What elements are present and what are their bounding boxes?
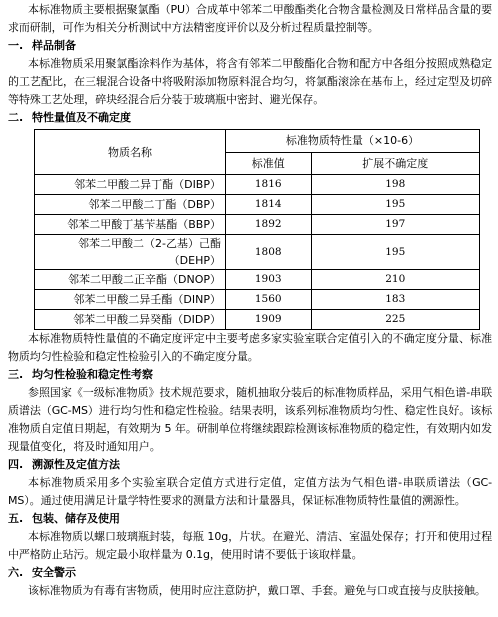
section-1-body: 本标准物质采用聚氯酯涂料作为基体，将含有邻苯二甲酸酯化合物和配方中各组分按照成熟稳定的工艺配比，在三辊混合设备中将吸附添加物原料混合均匀，将氯酯滚涂在基布上，经过定型及切碎等特殊工艺处理，碎块经混合后分装于玻璃瓶中密封、避光保存。 — [8, 57, 492, 106]
section-heading-4 — [8, 456, 492, 474]
uncertainty-cell: 183 — [311, 290, 480, 310]
standard-value-cell: 1808 — [226, 235, 312, 270]
section-number: 五. — [8, 512, 24, 525]
table-row — [35, 310, 480, 330]
section-number: 四. — [8, 458, 24, 471]
section-number: 二. — [8, 111, 24, 124]
standard-value-cell: 1892 — [226, 215, 312, 235]
section-heading-1 — [8, 37, 492, 55]
column-header-name: 物质名称 — [35, 130, 226, 175]
table-row — [35, 290, 480, 310]
standard-value-cell: 1560 — [226, 290, 312, 310]
standard-value-cell: 1909 — [226, 310, 312, 330]
section-heading-2 — [8, 109, 492, 127]
intro-paragraph: 本标准物质主要根据聚氯酯（PU）合成革中邻苯二甲酸酯类化合物含量检测及日常样品含量的要求而研制，可作为相关分析测试中方法精密度评价以及分析过程质量控制等。 — [8, 3, 492, 34]
section-number: 一. — [8, 39, 24, 52]
section-3-body: 参照国家《一级标准物质》技术规范要求，随机抽取分装后的标准物质样品，采用气相色谱-串联质谱法（GC-MS）进行均匀性和稳定性检验。结果表明，该系列标准物质均匀性、稳定性良好。该标准物质自定值日期起，有效期为 5 年。研制单位将继续跟踪检测该标准物质的稳定性，有效期内如发现量值变化，将及时通知用户。 — [8, 386, 492, 453]
section-number: 三. — [8, 368, 24, 381]
table-row — [35, 175, 480, 195]
standard-value-cell: 1903 — [226, 270, 312, 290]
section-6-body: 该标准物质为有毒有害物质，使用时应注意防护，戴口罩、手套。避免与口或直接与皮肤接触。 — [28, 584, 486, 597]
uncertainty-cell: 210 — [311, 270, 480, 290]
table-header-row — [35, 130, 480, 153]
section-heading-3 — [8, 366, 492, 384]
substance-name-cell: 邻苯二甲酸二异丁酯（DIBP） — [35, 175, 226, 195]
column-group-header: 标准物质特性量（×10-6） — [226, 130, 480, 153]
uncertainty-cell: 198 — [311, 175, 480, 195]
substance-name-cell: 邻苯二甲酸二（2-乙基）己酯（DEHP） — [35, 235, 226, 270]
uncertainty-cell: 195 — [311, 195, 480, 215]
uncertainty-cell: 195 — [311, 235, 480, 270]
section-2-note: 本标准物质特性量值的不确定度评定中主要考虑多家实验室联合定值引入的不确定度分量、标准物质均匀性检验和稳定性检验引入的不确定度分量。 — [8, 332, 492, 363]
substance-name-cell: 邻苯二甲酸二异癸酯（DIDP） — [35, 310, 226, 330]
standard-value-cell: 1816 — [226, 175, 312, 195]
column-header-uncertainty: 扩展不确定度 — [311, 152, 480, 175]
substance-name-cell: 邻苯二甲酸二正辛酯（DNOP） — [35, 270, 226, 290]
section-number: 六. — [8, 566, 24, 579]
section-5-body: 本标准物质以螺口玻璃瓶封装，每瓶 10g，片状。在避光、清洁、室温处保存；打开和使用过程中严格防止玷污。规定最小取样量为 0.1g，使用时请不要低于该取样量。 — [8, 530, 492, 561]
table-row — [35, 195, 480, 215]
substance-name-cell: 邻苯二甲酸二丁酯（DBP） — [35, 195, 226, 215]
section-4-body: 本标准物质采用多个实验室联合定值方式进行定值，定值方法为气相色谱-串联质谱法（GC-MS）。通过使用满足计量学特性要求的测量方法和计量器具，保证标准物质特性量值的溯源性。 — [8, 476, 492, 507]
table-row — [35, 215, 480, 235]
substance-name-cell: 邻苯二甲酸二异壬酯（DINP） — [35, 290, 226, 310]
uncertainty-cell: 225 — [311, 310, 480, 330]
section-title: 特性量值及不确定度 — [32, 111, 131, 124]
substance-name-cell: 邻苯二甲酸丁基苄基酯（BBP） — [35, 215, 226, 235]
section-title: 安全警示 — [32, 566, 76, 579]
uncertainty-cell: 197 — [311, 215, 480, 235]
section-title: 包装、储存及使用 — [32, 512, 120, 525]
section-heading-6 — [8, 564, 492, 582]
section-title: 均匀性检验和稳定性考察 — [32, 368, 153, 381]
column-header-value: 标准值 — [226, 152, 312, 175]
section-title: 样品制备 — [32, 39, 76, 52]
property-values-table — [34, 129, 480, 330]
standard-value-cell: 1814 — [226, 195, 312, 215]
table-row — [35, 270, 480, 290]
section-title: 溯源性及定值方法 — [32, 458, 120, 471]
section-heading-5 — [8, 510, 492, 528]
table-row — [35, 235, 480, 270]
